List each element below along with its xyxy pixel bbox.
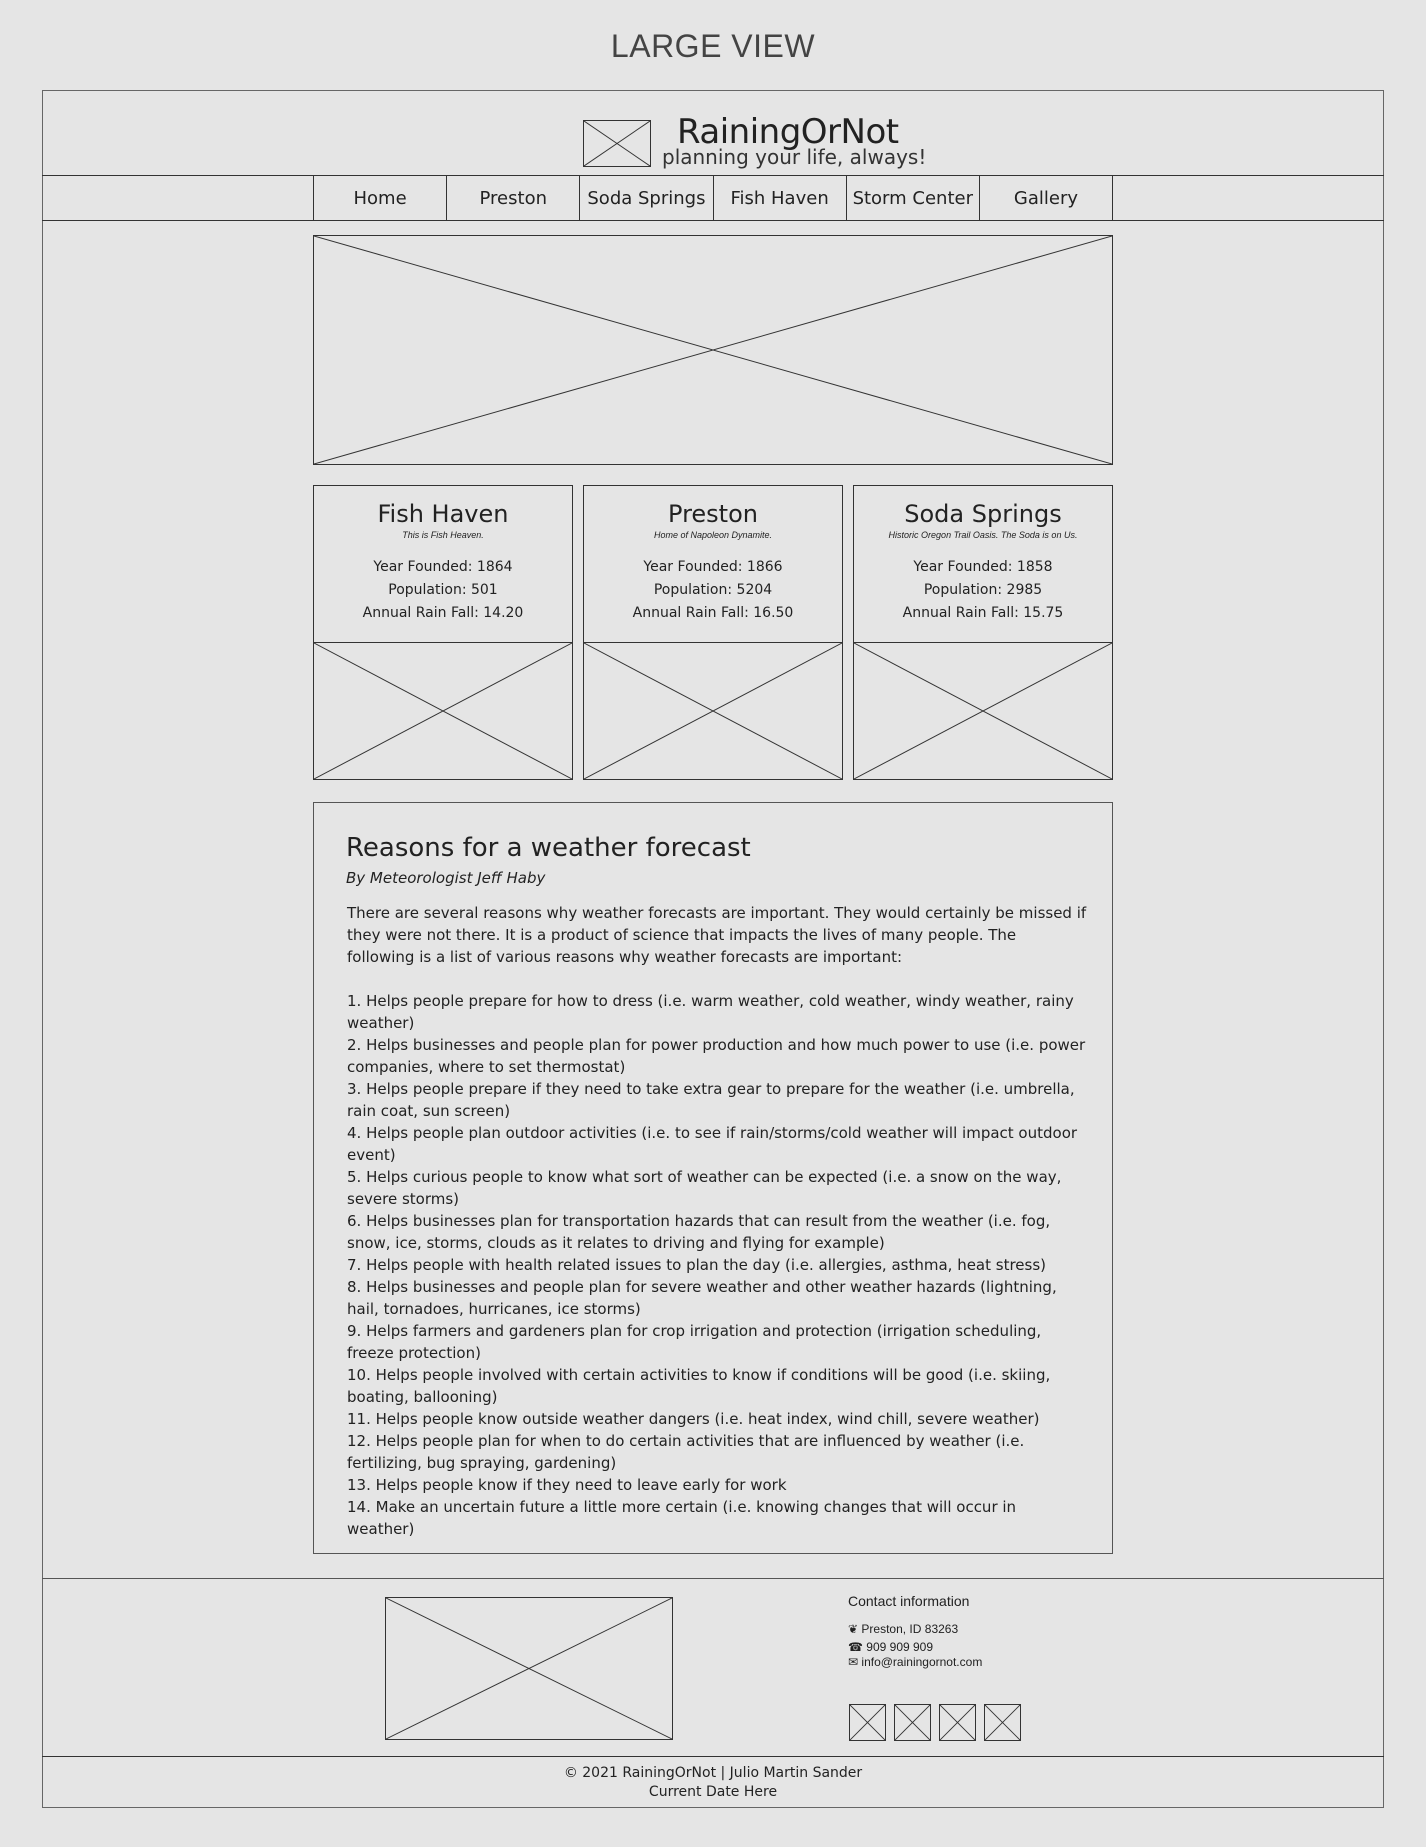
nav-item-fish-haven[interactable]: Fish Haven [714,175,847,220]
list-item: 3. Helps people prepare if they need to take extra gear to prepare for the weather (i.e. umbrella, rain coat, sun screen) [347,1080,1075,1120]
site-tagline: planning your life, always! [662,145,927,169]
list-item: 7. Helps people with health related issues to plan the day (i.e. allergies, asthma, heat stress) [347,1256,1047,1274]
logo-image-placeholder[interactable] [583,120,651,167]
list-item: 14. Make an uncertain future a little more certain (i.e. knowing changes that will occur in weather) [347,1498,1017,1538]
social-icon-4[interactable] [984,1704,1021,1741]
town-image-placeholder [853,642,1113,780]
view-title: LARGE VIEW [610,28,816,64]
article-body [347,902,1087,1540]
article-byline: By Meteorologist Jeff Haby [346,869,546,887]
reasons-list [347,990,1087,1540]
hero-image-placeholder [313,235,1113,465]
list-item: 11. Helps people know outside weather dangers (i.e. heat index, wind chill, severe weather) [347,1410,1040,1428]
nav-item-home[interactable]: Home [314,175,447,220]
town-name: Preston [668,500,758,528]
town-rainfall: Annual Rain Fall: 14.20 [362,605,524,621]
site-name: RainingOrNot [677,112,899,152]
list-item: 12. Helps people plan for when to do certain activities that are influenced by weather (i.e. fertilizing, bug spraying, gardening) [347,1432,1025,1472]
town-motto: Home of Napoleon Dynamite. [653,530,773,540]
town-card-soda-springs[interactable] [853,485,1113,780]
list-item: 5. Helps curious people to know what sort of weather can be expected (i.e. a snow on the way, severe storms) [347,1168,1062,1208]
contact-address [848,1622,958,1636]
copyright: © 2021 RainingOrNot | Julio Martin Sander [563,1765,863,1781]
town-year-founded: Year Founded: 1858 [913,559,1053,575]
article-section [313,802,1113,1554]
phone-text: 909 909 909 [866,1640,934,1654]
address-text: Preston, ID 83263 [861,1622,959,1636]
list-item: 9. Helps farmers and gardeners plan for crop irrigation and protection (irrigation scheduling, freeze protection) [347,1322,1042,1362]
list-item: 8. Helps businesses and people plan for severe weather and other weather hazards (lightning, hail, tornadoes, hurricanes, ice storms) [347,1278,1057,1318]
nav-item-gallery[interactable]: Gallery [980,175,1112,220]
list-item: 6. Helps businesses plan for transportation hazards that can result from the weather (i.e. fog, snow, ice, storms, clouds as it relates to driving and flying for example) [347,1212,1051,1252]
town-motto: This is Fish Heaven. [402,530,484,540]
nav-item-storm-center[interactable]: Storm Center [847,175,980,220]
town-image-placeholder [583,642,843,780]
list-item: 1. Helps people prepare for how to dress (i.e. warm weather, cold weather, windy weather, rainy weather) [347,992,1074,1032]
town-population: Population: 5204 [653,582,773,598]
location-pin-icon: ❦ [848,1622,859,1636]
town-rainfall: Annual Rain Fall: 16.50 [632,605,794,621]
list-item: 2. Helps businesses and people plan for power production and how much power to use (i.e. power companies, where to set thermostat) [347,1036,1086,1076]
town-name: Soda Springs [904,500,1062,528]
social-icon-2[interactable] [894,1704,931,1741]
town-motto: Historic Oregon Trail Oasis. The Soda is on Us. [888,530,1078,540]
social-icon-1[interactable] [849,1704,886,1741]
town-year-founded: Year Founded: 1864 [373,559,513,575]
town-image-placeholder [313,642,573,780]
contact-title: Contact information [848,1593,970,1609]
current-date: Current Date Here [648,1784,778,1800]
phone-icon: ☎ [848,1640,863,1654]
nav-item-soda-springs[interactable]: Soda Springs [580,175,713,220]
list-item: 13. Helps people know if they need to leave early for work [347,1476,787,1494]
article-intro: There are several reasons why weather forecasts are important. They would certainly be missed if they were not there. It is a product of science that impacts the lives of many people. The following is a list of various reasons why weather forecasts are important: [347,904,1087,966]
nav-item-preston[interactable]: Preston [447,175,580,220]
list-item: 10. Helps people involved with certain activities to know if conditions will be good (i.e. skiing, boating, ballooning) [347,1366,1051,1406]
email-link[interactable]: info@rainingornot.com [861,1655,983,1669]
town-population: Population: 501 [388,582,498,598]
footer [42,1578,1384,1757]
town-rainfall: Annual Rain Fall: 15.75 [902,605,1064,621]
town-year-founded: Year Founded: 1866 [643,559,783,575]
list-item: 4. Helps people plan outdoor activities (i.e. to see if rain/storms/cold weather will impact outdoor event) [347,1124,1078,1164]
footer-image-placeholder [385,1597,673,1740]
town-card-preston[interactable] [583,485,843,780]
social-icon-3[interactable] [939,1704,976,1741]
town-name: Fish Haven [377,500,509,528]
envelope-icon: ✉ [848,1655,859,1669]
town-population: Population: 2985 [923,582,1043,598]
main-navigation [313,175,1113,221]
contact-email[interactable] [848,1655,982,1669]
article-title: Reasons for a weather forecast [346,833,751,863]
town-card-fish-haven[interactable] [313,485,573,780]
contact-phone [848,1640,933,1654]
